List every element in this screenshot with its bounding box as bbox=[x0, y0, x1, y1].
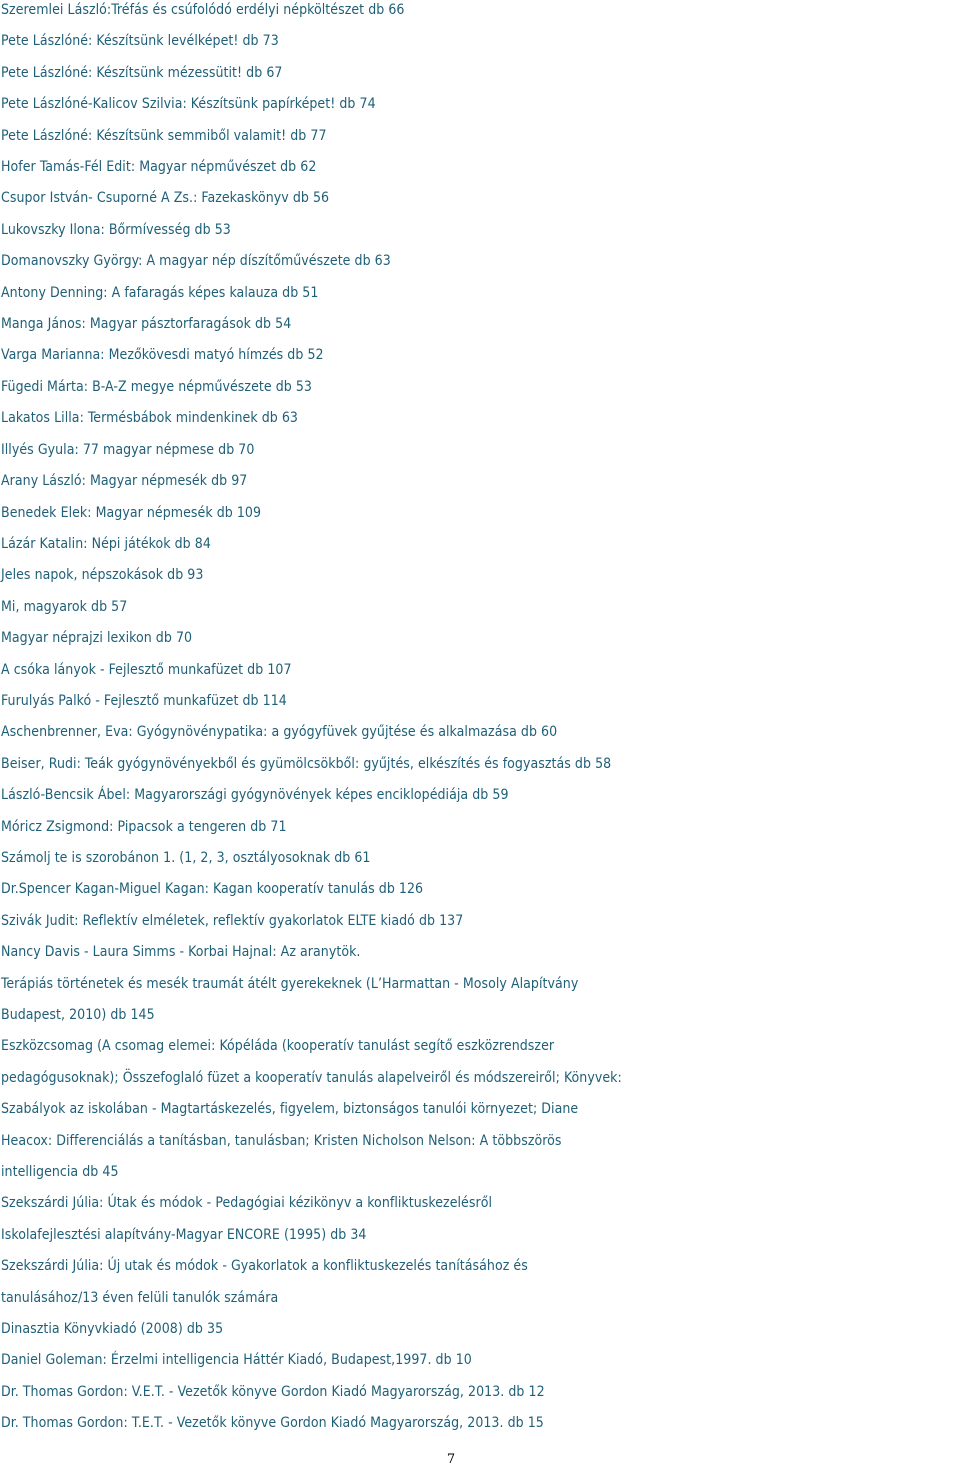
book-list-line: Iskolafejlesztési alapítvány-Magyar ENCORE (1995) db 34 bbox=[1, 1226, 367, 1243]
book-list-line: Dr.Spencer Kagan-Miguel Kagan: Kagan kooperatív tanulás db 126 bbox=[1, 881, 424, 898]
book-list-line: Furulyás Palkó - Fejlesztő munkafüzet db 114 bbox=[1, 692, 287, 709]
book-list-line: Manga János: Magyar pásztorfaragások db 54 bbox=[1, 316, 292, 333]
book-list-line: Lukovszky Ilona: Bőrmívesség db 53 bbox=[1, 221, 231, 238]
book-list-line: Dr. Thomas Gordon: V.E.T. - Vezetők könyve Gordon Kiadó Magyarország, 2013. db 12 bbox=[1, 1383, 545, 1400]
book-list-line: Domanovszky György: A magyar nép díszítőművészete db 63 bbox=[1, 253, 391, 270]
book-list-line: Dr. Thomas Gordon: T.E.T. - Vezetők könyve Gordon Kiadó Magyarország, 2013. db 15 bbox=[1, 1415, 544, 1432]
book-list-line: Nancy Davis - Laura Simms - Korbai Hajnal: Az aranytök. bbox=[1, 944, 361, 961]
book-list-line: intelligencia db 45 bbox=[1, 1164, 119, 1181]
book-list-line: Lakatos Lilla: Termésbábok mindenkinek db 63 bbox=[1, 410, 298, 427]
book-list-line: Heacox: Differenciálás a tanításban, tanulásban; Kristen Nicholson Nelson: A többszörös bbox=[1, 1132, 562, 1149]
book-list-line: tanulásához/13 éven felüli tanulók számára bbox=[1, 1289, 279, 1306]
book-list-line: pedagógusoknak); Összefoglaló füzet a kooperatív tanulás alapelveiről és módszereiről; Könyvek: bbox=[1, 1069, 622, 1086]
book-list-line: Terápiás történetek és mesék traumát átélt gyerekeknek (L’Harmattan - Mosoly Alapítvány bbox=[1, 975, 579, 992]
book-list-line: Fügedi Márta: B-A-Z megye népművészete db 53 bbox=[1, 378, 312, 395]
book-list-line: Számolj te is szorobánon 1. (1, 2, 3, osztályosoknak db 61 bbox=[1, 849, 371, 866]
book-list-line: Pete Lászlóné: Készítsünk levélképet! db 73 bbox=[1, 33, 279, 50]
book-list-line: Mi, magyarok db 57 bbox=[1, 598, 128, 615]
book-list-line: Arany László: Magyar népmesék db 97 bbox=[1, 473, 248, 490]
book-list-line: Budapest, 2010) db 145 bbox=[1, 1007, 155, 1023]
book-list-line: László-Bencsik Ábel: Magyarországi gyógynövények képes enciklopédiája db 59 bbox=[1, 787, 509, 804]
book-list-line: Csupor István- Csuporné A Zs.: Fazekaskönyv db 56 bbox=[1, 190, 330, 207]
page-number: 7 bbox=[446, 1452, 456, 1467]
book-list-line: Szekszárdi Júlia: Új utak és módok - Gyakorlatok a konfliktuskezelés tanításához és bbox=[1, 1258, 528, 1275]
book-list-line: Antony Denning: A fafaragás képes kalauza db 51 bbox=[1, 284, 319, 301]
book-list-line: Dinasztia Könyvkiadó (2008) db 35 bbox=[1, 1321, 224, 1338]
book-list-line: Beiser, Rudi: Teák gyógynövényekből és gyümölcsökből: gyűjtés, elkészítés és fogyasztás db 58 bbox=[1, 755, 612, 772]
book-list-line: Magyar néprajzi lexikon db 70 bbox=[1, 630, 193, 647]
book-list-line: Lázár Katalin: Népi játékok db 84 bbox=[1, 535, 211, 552]
book-list-line: Szeremlei László:Tréfás és csúfolódó erdélyi népköltészet db 66 bbox=[1, 2, 405, 18]
book-list-line: Szivák Judit: Reflektív elméletek, reflektív gyakorlatok ELTE kiadó db 137 bbox=[1, 912, 464, 929]
book-list-line: Benedek Elek: Magyar népmesék db 109 bbox=[1, 504, 262, 521]
book-list-line: Pete Lászlóné: Készítsünk semmiből valamit! db 77 bbox=[1, 127, 327, 144]
book-list-line: Eszközcsomag (A csomag elemei: Kópéláda (kooperatív tanulást segítő eszközrendszer bbox=[1, 1038, 555, 1055]
book-list-line: Pete Lászlóné: Készítsünk mézessütit! db 67 bbox=[1, 64, 283, 81]
book-list-line: Illyés Gyula: 77 magyar népmese db 70 bbox=[1, 441, 255, 458]
book-list-line: Móricz Zsigmond: Pipacsok a tengeren db 71 bbox=[1, 818, 287, 835]
book-list-line: A csóka lányok - Fejlesztő munkafüzet db 107 bbox=[1, 661, 292, 678]
book-list-line: Jeles napok, népszokások db 93 bbox=[1, 567, 204, 584]
book-list-line: Aschenbrenner, Eva: Gyógynövénypatika: a gyógyfüvek gyűjtése és alkalmazása db 60 bbox=[1, 724, 558, 741]
book-list-line: Szekszárdi Júlia: Útak és módok - Pedagógiai kézikönyv a konfliktuskezelésről bbox=[1, 1195, 493, 1212]
book-list-line: Pete Lászlóné-Kalicov Szilvia: Készítsünk papírképet! db 74 bbox=[1, 96, 376, 113]
book-list-line: Hofer Tamás-Fél Edit: Magyar népművészet db 62 bbox=[1, 159, 317, 176]
book-list-line: Daniel Goleman: Érzelmi intelligencia Háttér Kiadó, Budapest,1997. db 10 bbox=[1, 1352, 472, 1369]
book-list-line: Szabályok az iskolában - Magtartáskezelés, figyelem, biztonságos tanulói környezet; Diane bbox=[1, 1101, 579, 1118]
book-list-line: Varga Marianna: Mezőkövesdi matyó hímzés db 52 bbox=[1, 347, 324, 364]
